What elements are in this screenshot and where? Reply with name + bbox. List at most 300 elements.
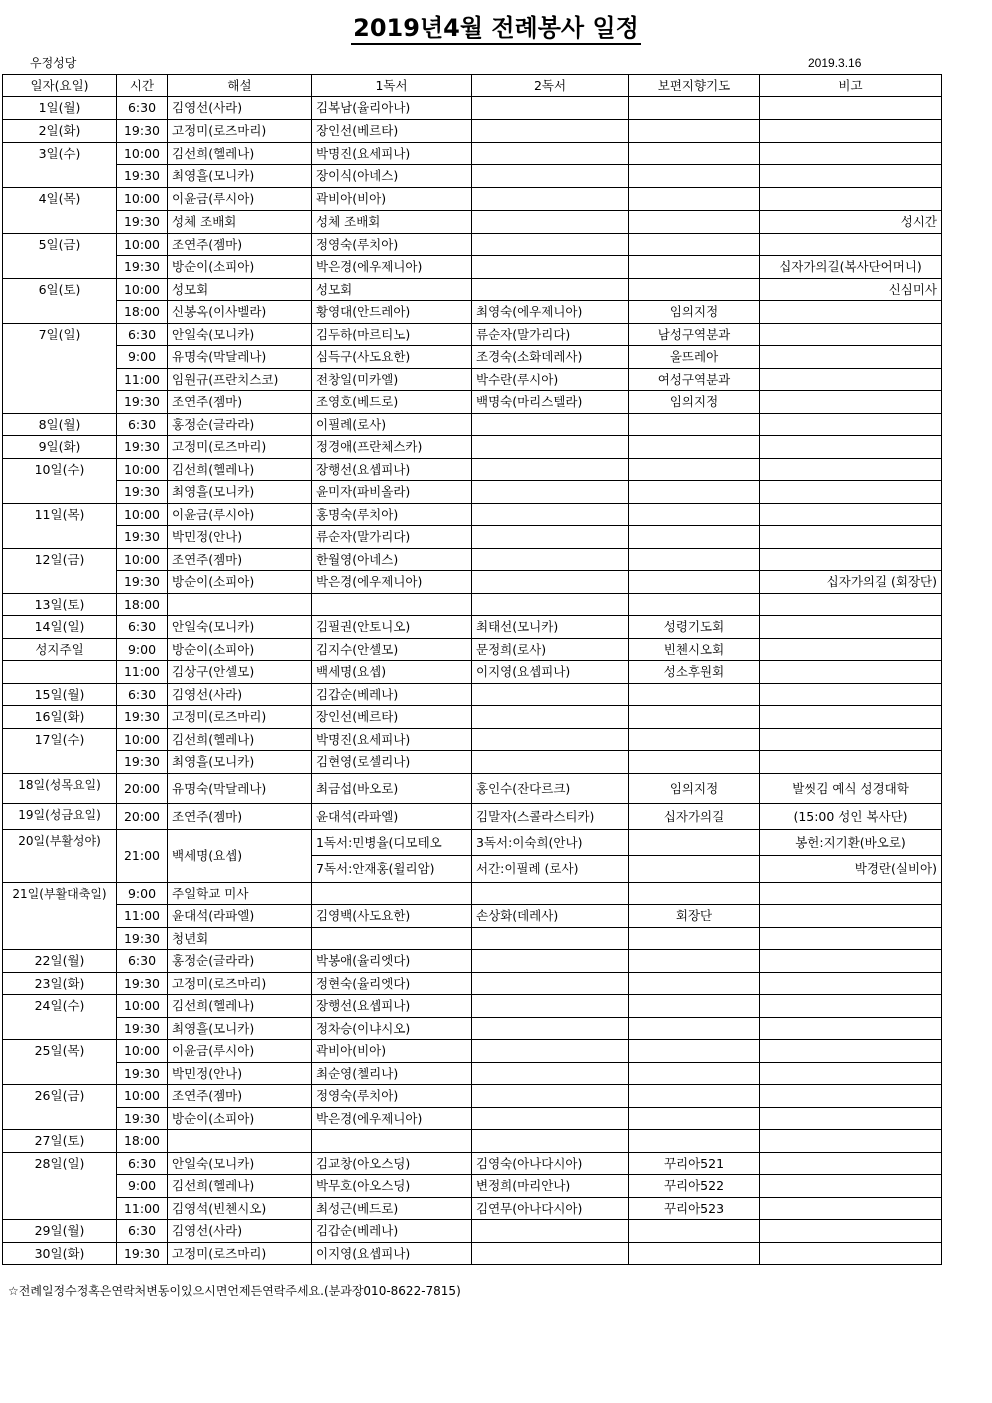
table-row [3, 414, 942, 436]
second-reading-cell [472, 256, 629, 279]
commentator-cell: 홍정순(글라라) [168, 950, 312, 973]
remarks-cell: (15:00 성인 복사단) [760, 804, 942, 830]
prayer-cell [629, 1243, 760, 1265]
remarks-cell [760, 928, 942, 950]
first-reading-cell: 최순영(첼리나) [312, 1063, 472, 1085]
commentator-cell: 고정미(로즈마리) [168, 436, 312, 459]
prayer-cell [629, 526, 760, 549]
second-reading-cell [472, 279, 629, 301]
commentator-cell: 조연주(젬마) [168, 1085, 312, 1108]
date-cell: 12일(금) [3, 549, 117, 594]
commentator-cell: 김선희(헬레나) [168, 995, 312, 1018]
commentator-cell: 방순이(소피아) [168, 1108, 312, 1130]
table-row [3, 594, 942, 616]
first-reading-cell: 백세명(요셉) [312, 661, 472, 684]
time-cell: 10:00 [117, 143, 168, 165]
table-row [3, 526, 942, 549]
page-title: 2019년4월 전례봉사 일정 [0, 8, 992, 43]
remarks-cell: 십자가의길 (회장단) [760, 571, 942, 594]
remarks-cell [760, 391, 942, 414]
date-cell: 13일(토) [3, 594, 117, 616]
time-cell: 11:00 [117, 369, 168, 391]
time-cell: 18:00 [117, 1130, 168, 1153]
table-row [3, 616, 942, 639]
first-reading-cell: 김갑순(베레나) [312, 1220, 472, 1243]
commentator-cell: 윤대석(라파엘) [168, 905, 312, 928]
remarks-cell [760, 526, 942, 549]
prayer-cell [629, 414, 760, 436]
commentator-cell: 최영흘(모니카) [168, 165, 312, 188]
time-cell: 11:00 [117, 1198, 168, 1220]
first-reading-cell: 성체 조배회 [312, 211, 472, 234]
first-reading-cell: 홍명숙(루치아) [312, 504, 472, 526]
remarks-cell [760, 1153, 942, 1175]
table-row [3, 950, 942, 973]
remarks-cell [760, 616, 942, 639]
prayer-cell: 꾸리아522 [629, 1175, 760, 1198]
second-reading-cell: 최태선(모니카) [472, 616, 629, 639]
commentator-cell: 이윤금(루시아) [168, 188, 312, 211]
table-row [3, 1243, 942, 1265]
date-cell: 11일(목) [3, 504, 117, 549]
remarks-cell [760, 504, 942, 526]
second-reading-cell [472, 1130, 629, 1153]
date-cell: 17일(수) [3, 729, 117, 774]
prayer-cell: 임의지정 [629, 391, 760, 414]
date-cell: 2일(화) [3, 120, 117, 143]
time-cell: 19:30 [117, 1018, 168, 1040]
time-cell: 9:00 [117, 1175, 168, 1198]
commentator-cell: 방순이(소피아) [168, 571, 312, 594]
date-cell: 26일(금) [3, 1085, 117, 1130]
second-reading-cell [472, 211, 629, 234]
date-cell: 4일(목) [3, 188, 117, 234]
table-row [3, 97, 942, 120]
table-row [3, 706, 942, 729]
table-row [3, 324, 942, 346]
first-reading-cell: 곽비아(비아) [312, 188, 472, 211]
time-cell: 18:00 [117, 301, 168, 324]
time-cell: 10:00 [117, 279, 168, 301]
time-cell: 6:30 [117, 414, 168, 436]
second-reading-cell: 조경숙(소화데레사) [472, 346, 629, 369]
commentator-cell: 주일학교 미사 [168, 883, 312, 905]
date-cell: 27일(토) [3, 1130, 117, 1153]
header-cell: 1독서 [312, 75, 472, 97]
prayer-cell [629, 950, 760, 973]
remarks-cell [760, 706, 942, 729]
time-cell: 19:30 [117, 256, 168, 279]
parish-name: 우정성당 [30, 56, 77, 70]
commentator-cell: 홍정순(글라라) [168, 414, 312, 436]
commentator-cell: 방순이(소피아) [168, 639, 312, 661]
table-row [3, 973, 942, 995]
remarks-cell [760, 1175, 942, 1198]
prayer-cell [629, 436, 760, 459]
time-cell: 19:30 [117, 1243, 168, 1265]
prayer-cell [629, 1220, 760, 1243]
second-reading-cell [472, 684, 629, 706]
prayer-cell: 임의지정 [629, 774, 760, 804]
table-row [3, 639, 942, 661]
prayer-cell [629, 481, 760, 504]
remarks-cell [760, 950, 942, 973]
remarks-cell [760, 639, 942, 661]
header-cell: 보편지향기도 [629, 75, 760, 97]
table-row [3, 661, 942, 684]
table-row [3, 1085, 942, 1108]
prayer-cell [629, 188, 760, 211]
time-cell: 10:00 [117, 729, 168, 751]
second-reading-cell [472, 436, 629, 459]
table-row [3, 684, 942, 706]
remarks-cell [760, 414, 942, 436]
table-row [3, 1220, 942, 1243]
second-reading-cell [472, 973, 629, 995]
first-reading-cell: 1독서:민병율(디모테오 [312, 830, 472, 856]
second-reading-cell [472, 504, 629, 526]
first-reading-cell: 박은경(에우제니아) [312, 1108, 472, 1130]
table-row [3, 774, 942, 804]
date-cell: 16일(화) [3, 706, 117, 729]
prayer-cell [629, 594, 760, 616]
remarks-cell: 박경란(실비아) [760, 856, 942, 883]
second-reading-cell [472, 481, 629, 504]
prayer-cell: 회장단 [629, 905, 760, 928]
header-cell: 비고 [760, 75, 942, 97]
prayer-cell: 여성구역분과 [629, 369, 760, 391]
time-cell: 21:00 [117, 830, 168, 883]
commentator-cell: 청년회 [168, 928, 312, 950]
time-cell: 19:30 [117, 706, 168, 729]
first-reading-cell: 장행선(요셉피나) [312, 459, 472, 481]
time-cell: 6:30 [117, 1220, 168, 1243]
date-cell: 3일(수) [3, 143, 117, 188]
first-reading-cell: 김필권(안토니오) [312, 616, 472, 639]
table-row [3, 504, 942, 526]
table-row [3, 279, 942, 301]
first-reading-cell: 전창일(미카엘) [312, 369, 472, 391]
prayer-cell [629, 1063, 760, 1085]
prayer-cell [629, 1040, 760, 1063]
first-reading-cell: 윤미자(파비올라) [312, 481, 472, 504]
commentator-cell: 고정미(로즈마리) [168, 973, 312, 995]
prayer-cell: 울뜨레아 [629, 346, 760, 369]
time-cell: 6:30 [117, 950, 168, 973]
commentator-cell: 이윤금(루시아) [168, 1040, 312, 1063]
date-cell: 10일(수) [3, 459, 117, 504]
second-reading-cell: 김영숙(아나다시아) [472, 1153, 629, 1175]
prayer-cell [629, 706, 760, 729]
first-reading-cell [312, 1130, 472, 1153]
first-reading-cell: 정영숙(루치아) [312, 1085, 472, 1108]
remarks-cell [760, 188, 942, 211]
first-reading-cell: 황영대(안드레아) [312, 301, 472, 324]
table-row [3, 1153, 942, 1175]
schedule-table [2, 74, 942, 1265]
prayer-cell: 꾸리아523 [629, 1198, 760, 1220]
remarks-cell [760, 751, 942, 774]
table-row [3, 883, 942, 905]
first-reading-cell: 최금섭(바오로) [312, 774, 472, 804]
second-reading-cell [472, 120, 629, 143]
second-reading-cell [472, 706, 629, 729]
remarks-cell [760, 234, 942, 256]
commentator-cell: 고정미(로즈마리) [168, 120, 312, 143]
second-reading-cell: 3독서:이숙희(안나) [472, 830, 629, 856]
first-reading-cell: 윤대석(라파엘) [312, 804, 472, 830]
second-reading-cell: 변정희(마리안나) [472, 1175, 629, 1198]
remarks-cell [760, 661, 942, 684]
commentator-cell: 유명숙(막달레나) [168, 346, 312, 369]
second-reading-cell [472, 97, 629, 120]
time-cell: 9:00 [117, 639, 168, 661]
table-row [3, 549, 942, 571]
date-cell: 29일(월) [3, 1220, 117, 1243]
prayer-cell [629, 995, 760, 1018]
commentator-cell: 김상구(안셀모) [168, 661, 312, 684]
prayer-cell [629, 751, 760, 774]
time-cell: 10:00 [117, 1040, 168, 1063]
commentator-cell: 안일숙(모니카) [168, 324, 312, 346]
time-cell: 10:00 [117, 459, 168, 481]
second-reading-cell: 문정희(로사) [472, 639, 629, 661]
date-cell: 8일(월) [3, 414, 117, 436]
prayer-cell: 십자가의길 [629, 804, 760, 830]
prayer-cell [629, 1130, 760, 1153]
header-cell: 2독서 [472, 75, 629, 97]
table-row [3, 120, 942, 143]
time-cell: 19:30 [117, 1108, 168, 1130]
prayer-cell [629, 256, 760, 279]
second-reading-cell: 김말자(스콜라스티카) [472, 804, 629, 830]
second-reading-cell: 홍인수(잔다르크) [472, 774, 629, 804]
header-cell: 시간 [117, 75, 168, 97]
first-reading-cell: 성모회 [312, 279, 472, 301]
remarks-cell [760, 594, 942, 616]
date-cell: 24일(수) [3, 995, 117, 1040]
issue-date: 2019.3.16 [808, 56, 862, 70]
date-cell: 20일(부활성야) [3, 830, 117, 883]
first-reading-cell: 박명진(요세피나) [312, 729, 472, 751]
table-row [3, 1130, 942, 1153]
table-row [3, 830, 942, 856]
first-reading-cell: 곽비아(비아) [312, 1040, 472, 1063]
first-reading-cell: 이필례(로사) [312, 414, 472, 436]
commentator-cell: 최영흘(모니카) [168, 481, 312, 504]
table-row [3, 459, 942, 481]
table-row [3, 729, 942, 751]
commentator-cell: 김선희(헬레나) [168, 729, 312, 751]
remarks-cell: 십자가의길(복사단어머니) [760, 256, 942, 279]
date-cell: 23일(화) [3, 973, 117, 995]
first-reading-cell: 박은경(에우제니아) [312, 571, 472, 594]
prayer-cell [629, 459, 760, 481]
first-reading-cell: 장인선(베르타) [312, 120, 472, 143]
remarks-cell [760, 1130, 942, 1153]
first-reading-cell: 장행선(요셉피나) [312, 995, 472, 1018]
commentator-cell: 김선희(헬레나) [168, 1175, 312, 1198]
prayer-cell [629, 165, 760, 188]
prayer-cell [629, 120, 760, 143]
time-cell: 10:00 [117, 1085, 168, 1108]
date-cell: 22일(월) [3, 950, 117, 973]
commentator-cell: 백세명(요셉) [168, 830, 312, 883]
table-row [3, 1063, 942, 1085]
second-reading-cell [472, 1040, 629, 1063]
remarks-cell [760, 1040, 942, 1063]
date-cell: 14일(일) [3, 616, 117, 639]
table-row [3, 301, 942, 324]
prayer-cell: 빈첸시오회 [629, 639, 760, 661]
table-row [3, 143, 942, 165]
table-row [3, 346, 942, 369]
second-reading-cell: 서간:이필례 (로사) [472, 856, 629, 883]
commentator-cell: 이윤금(루시아) [168, 504, 312, 526]
second-reading-cell [472, 928, 629, 950]
table-row [3, 481, 942, 504]
date-cell: 성지주일 [3, 639, 117, 661]
first-reading-cell: 장이식(아네스) [312, 165, 472, 188]
time-cell: 19:30 [117, 751, 168, 774]
remarks-cell: 성시간 [760, 211, 942, 234]
remarks-cell [760, 1243, 942, 1265]
table-row [3, 211, 942, 234]
commentator-cell: 안일숙(모니카) [168, 1153, 312, 1175]
date-cell: 18일(성목요일) [3, 774, 117, 804]
time-cell: 11:00 [117, 661, 168, 684]
table-row [3, 436, 942, 459]
remarks-cell [760, 684, 942, 706]
second-reading-cell [472, 1108, 629, 1130]
prayer-cell: 꾸리아521 [629, 1153, 760, 1175]
remarks-cell [760, 1085, 942, 1108]
second-reading-cell: 류순자(말가리다) [472, 324, 629, 346]
remarks-cell [760, 1198, 942, 1220]
first-reading-cell: 조영호(베드로) [312, 391, 472, 414]
commentator-cell: 고정미(로즈마리) [168, 706, 312, 729]
second-reading-cell [472, 950, 629, 973]
first-reading-cell: 김교창(아오스딩) [312, 1153, 472, 1175]
commentator-cell: 박민정(안나) [168, 1063, 312, 1085]
header-cell: 해설 [168, 75, 312, 97]
table-row [3, 1198, 942, 1220]
remarks-cell [760, 1063, 942, 1085]
first-reading-cell: 심득구(사도요한) [312, 346, 472, 369]
date-cell: 28일(일) [3, 1153, 117, 1220]
date-cell: 5일(금) [3, 234, 117, 279]
second-reading-cell [472, 414, 629, 436]
second-reading-cell [472, 188, 629, 211]
time-cell: 6:30 [117, 324, 168, 346]
remarks-cell [760, 1018, 942, 1040]
time-cell: 19:30 [117, 120, 168, 143]
table-row [3, 1018, 942, 1040]
contact-note: ☆전례일정수정혹은연락처변동이있으시면언제든연락주세요.(분과장010-8622-7815) [8, 1284, 461, 1298]
remarks-cell: 봉헌:지기환(바오로) [760, 830, 942, 856]
remarks-cell [760, 973, 942, 995]
date-cell: 9일(화) [3, 436, 117, 459]
remarks-cell [760, 346, 942, 369]
date-cell: 15일(월) [3, 684, 117, 706]
remarks-cell [760, 729, 942, 751]
table-row [3, 391, 942, 414]
remarks-cell [760, 459, 942, 481]
first-reading-cell: 김갑순(베레나) [312, 684, 472, 706]
time-cell: 19:30 [117, 436, 168, 459]
commentator-cell [168, 594, 312, 616]
commentator-cell: 유명숙(막달레나) [168, 774, 312, 804]
table-row [3, 1040, 942, 1063]
time-cell: 10:00 [117, 549, 168, 571]
second-reading-cell: 손상화(데레사) [472, 905, 629, 928]
first-reading-cell: 박무호(아오스딩) [312, 1175, 472, 1198]
second-reading-cell [472, 1220, 629, 1243]
second-reading-cell [472, 1018, 629, 1040]
time-cell: 20:00 [117, 804, 168, 830]
remarks-cell [760, 324, 942, 346]
commentator-cell: 방순이(소피아) [168, 256, 312, 279]
time-cell: 9:00 [117, 346, 168, 369]
commentator-cell: 김영석(빈첸시오) [168, 1198, 312, 1220]
second-reading-cell: 이지영(요셉피나) [472, 661, 629, 684]
second-reading-cell [472, 1063, 629, 1085]
time-cell: 19:30 [117, 526, 168, 549]
second-reading-cell [472, 549, 629, 571]
table-row [3, 1108, 942, 1130]
second-reading-cell [472, 1243, 629, 1265]
prayer-cell [629, 729, 760, 751]
remarks-cell: 발씻김 예식 성경대학 [760, 774, 942, 804]
prayer-cell [629, 504, 760, 526]
commentator-cell: 조연주(젬마) [168, 234, 312, 256]
first-reading-cell: 정차승(이냐시오) [312, 1018, 472, 1040]
table-row [3, 188, 942, 211]
second-reading-cell [472, 751, 629, 774]
remarks-cell [760, 1108, 942, 1130]
first-reading-cell [312, 594, 472, 616]
table-row [3, 234, 942, 256]
time-cell: 19:30 [117, 1063, 168, 1085]
first-reading-cell: 김지수(안셀모) [312, 639, 472, 661]
table-row [3, 751, 942, 774]
table-row [3, 905, 942, 928]
table-row [3, 995, 942, 1018]
second-reading-cell [472, 234, 629, 256]
second-reading-cell [472, 995, 629, 1018]
prayer-cell [629, 143, 760, 165]
table-row [3, 165, 942, 188]
second-reading-cell [472, 459, 629, 481]
remarks-cell [760, 1220, 942, 1243]
table-row [3, 256, 942, 279]
prayer-cell [629, 1085, 760, 1108]
prayer-cell [629, 1018, 760, 1040]
commentator-cell: 김선희(헬레나) [168, 143, 312, 165]
remarks-cell [760, 436, 942, 459]
commentator-cell: 성체 조배회 [168, 211, 312, 234]
first-reading-cell: 박은경(에우제니아) [312, 256, 472, 279]
commentator-cell: 고정미(로즈마리) [168, 1243, 312, 1265]
prayer-cell [629, 1108, 760, 1130]
time-cell: 10:00 [117, 504, 168, 526]
prayer-cell [629, 97, 760, 120]
first-reading-cell: 김복남(율리아나) [312, 97, 472, 120]
commentator-cell: 조연주(젬마) [168, 391, 312, 414]
second-reading-cell [472, 1085, 629, 1108]
time-cell: 6:30 [117, 684, 168, 706]
table-row [3, 369, 942, 391]
